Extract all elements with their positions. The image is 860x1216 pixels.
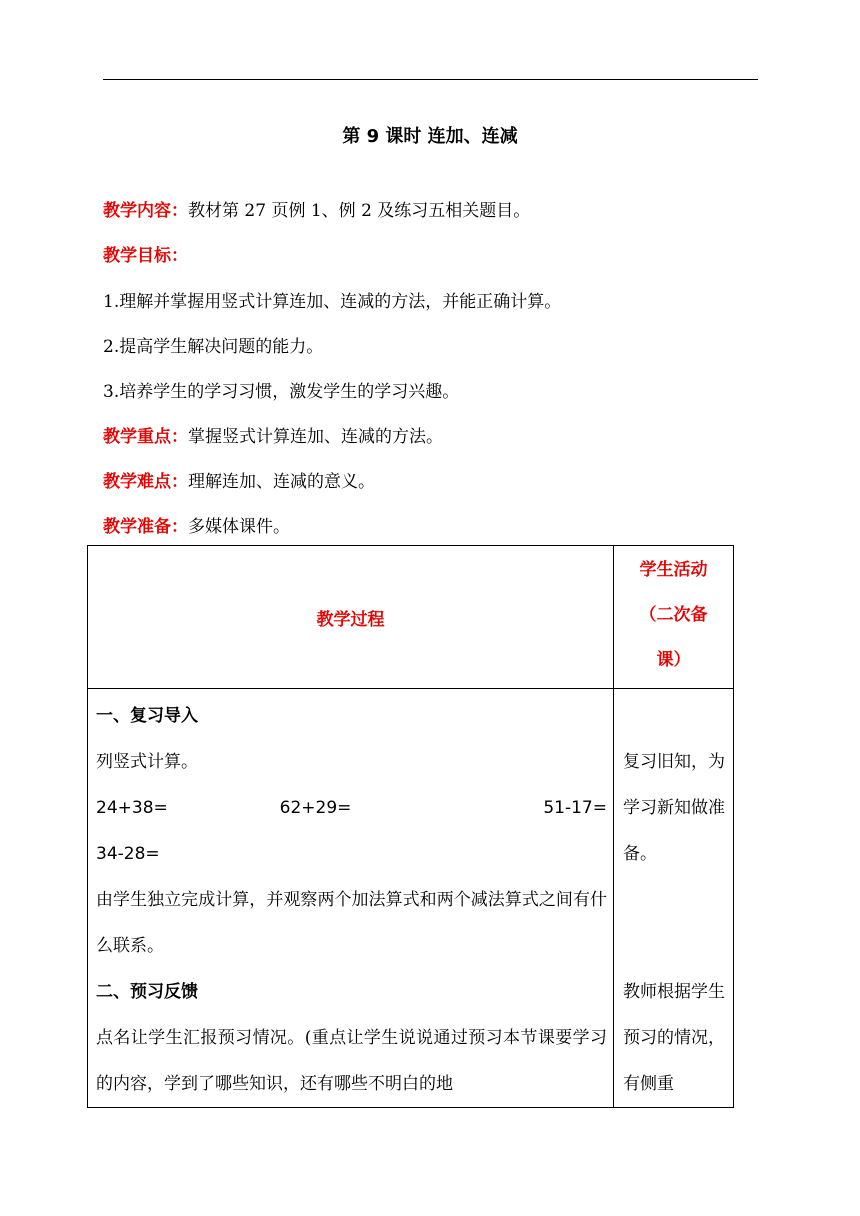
content-text: 教材第 27 页例 1、例 2 及练习五相关题目。 xyxy=(188,201,531,221)
table-body-row xyxy=(88,689,734,1108)
activity-header-line-2: （二次备 xyxy=(639,605,708,625)
calc-item: 51-17= xyxy=(543,798,607,818)
goals-line xyxy=(103,241,188,266)
goal-item-1: 1.理解并掌握用竖式计算连加、连减的方法，并能正确计算。 xyxy=(103,292,562,312)
prep-label: 教学准备： xyxy=(103,517,188,537)
key-point-text: 掌握竖式计算连加、连减的方法。 xyxy=(188,427,443,447)
header-rule xyxy=(103,79,758,80)
key-point-line xyxy=(103,422,443,447)
difficulty-line xyxy=(103,467,375,492)
prep-text: 多媒体课件。 xyxy=(188,517,290,537)
goal-item-2: 2.提高学生解决问题的能力。 xyxy=(103,337,324,357)
activity-cell xyxy=(614,689,734,1108)
prep-line xyxy=(103,512,290,537)
calc-item: 24+38= xyxy=(96,798,168,818)
review-instruction: 列竖式计算。 xyxy=(96,752,198,772)
section-title-review: 一、复习导入 xyxy=(96,706,198,726)
goals-label: 教学目标： xyxy=(103,246,188,266)
content-label: 教学内容： xyxy=(103,201,188,221)
lesson-process-table xyxy=(87,545,734,1108)
calc-row xyxy=(96,785,607,831)
calc-item: 62+29= xyxy=(279,798,352,818)
table-header-row xyxy=(88,546,734,689)
difficulty-label: 教学难点： xyxy=(103,472,188,492)
side-note-review: 复习旧知，为学习新知做准备。 xyxy=(623,752,725,864)
calc-item-last: 34-28= xyxy=(96,844,160,864)
section-title-preview: 二、预习反馈 xyxy=(96,982,198,1002)
activity-header-line-3: 课） xyxy=(656,650,691,670)
process-cell xyxy=(88,689,614,1108)
lesson-title: 第 9 课时 连加、连减 xyxy=(342,126,518,147)
content-line xyxy=(103,196,530,221)
process-header: 教学过程 xyxy=(88,546,614,689)
difficulty-text: 理解连加、连减的意义。 xyxy=(188,472,375,492)
activity-header-line-1: 学生活动 xyxy=(639,560,708,580)
activity-header xyxy=(614,546,734,689)
review-paragraph: 由学生独立完成计算，并观察两个加法算式和两个减法算式之间有什么联系。 xyxy=(96,890,607,956)
side-note-preview: 教师根据学生预习的情况，有侧重 xyxy=(623,982,725,1094)
key-point-label: 教学重点： xyxy=(103,427,188,447)
goal-item-3: 3.培养学生的学习习惯，激发学生的学习兴趣。 xyxy=(103,382,460,402)
preview-paragraph: 点名让学生汇报预习情况。(重点让学生说说通过预习本节课要学习的内容，学到了哪些知识，还有哪些不明白的地 xyxy=(96,1028,607,1094)
